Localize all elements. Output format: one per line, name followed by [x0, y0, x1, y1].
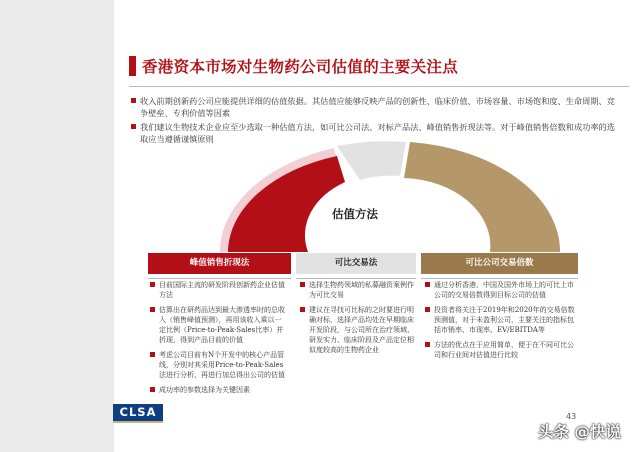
list-item: 估算出在研药品达到最大渗透率时的总收入（销售峰值预测），再用该收入乘以一定比例（Price-to-Peak-Sales比率）并折现，得到产品目前的价值	[148, 305, 288, 345]
column-header-peak-sales: 峰值销售折现法	[148, 253, 291, 274]
valuation-methods-label: 估值方法	[332, 207, 378, 221]
bullet-square-icon	[150, 387, 155, 392]
list-item: 考虑公司目前有N个开发中的核心产品管线，分别对其采用Price-to-Peak-Sales法进行分析，再进行加总得出公司的估值	[148, 350, 288, 380]
column-divider	[421, 278, 578, 279]
title-divider	[129, 86, 629, 87]
left-sidebar-panel	[0, 0, 114, 452]
column-peak-sales	[148, 280, 288, 400]
watermark: 头条 @快说	[538, 423, 621, 441]
column-comparable-transactions	[298, 280, 414, 360]
bullet-square-icon	[150, 307, 155, 312]
bullet-square-icon	[425, 282, 430, 287]
bullet-square-icon	[300, 282, 305, 287]
bullet-square-icon	[425, 342, 430, 347]
list-item: 建议在寻找可比标的之时要进行明确对标，选择产品均处在早期临床开发阶段，与公司所在治疗领域、研发实力、临床阶段及产品定位相似度较高的生物药企业	[298, 305, 414, 355]
bullet-square-icon	[131, 124, 136, 129]
column-divider	[148, 278, 291, 279]
list-item: 选择生物药领域的私募融资案例作为可比交易	[298, 280, 414, 300]
intro-bullet-text: 收入前期创新药公司应能提供详细的估值依据。其估值应能够反映产品的创新性、临床价值、市场容量、市场饱和度、生命周期、竞争壁垒、专利价值等因素	[140, 96, 615, 119]
logo-accent-bar	[113, 421, 163, 423]
list-item: 成功率的参数选择为关键因素	[148, 385, 288, 395]
column-header-comparable-transactions: 可比交易法	[296, 253, 416, 274]
arch-segment-middle	[337, 141, 406, 180]
bullet-square-icon	[425, 307, 430, 312]
page-number: 43	[566, 412, 577, 421]
list-item: 通过分析香港、中国及国外市场上的可比上市公司的交易倍数得到目标公司的估值	[423, 280, 575, 300]
bullet-square-icon	[150, 282, 155, 287]
column-divider	[296, 278, 416, 279]
column-header-comparable-companies: 可比公司交易倍数	[421, 253, 578, 274]
page-title: 香港资本市场对生物药公司估值的主要关注点	[142, 57, 459, 76]
list-item: 投资者将关注于2019年和2020年的交易倍数预测值，对于未盈利公司，主要关注的指标包括市销率、市现率、EV/EBITDA等	[423, 305, 575, 335]
title-accent-bar	[129, 56, 136, 76]
list-item: 方法的优点在于应用简单，便于在不同可比公司和行业间对估值进行比较	[423, 340, 575, 360]
clsa-logo: CLSA	[113, 404, 163, 421]
bullet-square-icon	[131, 98, 136, 103]
intro-bullet-text: 我们建议生物技术企业应至少选取一种估值方法，如可比公司法、对标产品法、峰值销售折现法等。对于峰值销售倍数和成功率的选取应当遵循谨慎原则	[140, 122, 615, 145]
column-comparable-companies	[423, 280, 575, 365]
list-item: 目前国际主流的研发阶段创新药企业估值方法	[148, 280, 288, 300]
intro-bullet	[131, 95, 623, 120]
bullet-square-icon	[300, 307, 305, 312]
valuation-methods-arch	[200, 132, 580, 252]
bullet-square-icon	[150, 352, 155, 357]
